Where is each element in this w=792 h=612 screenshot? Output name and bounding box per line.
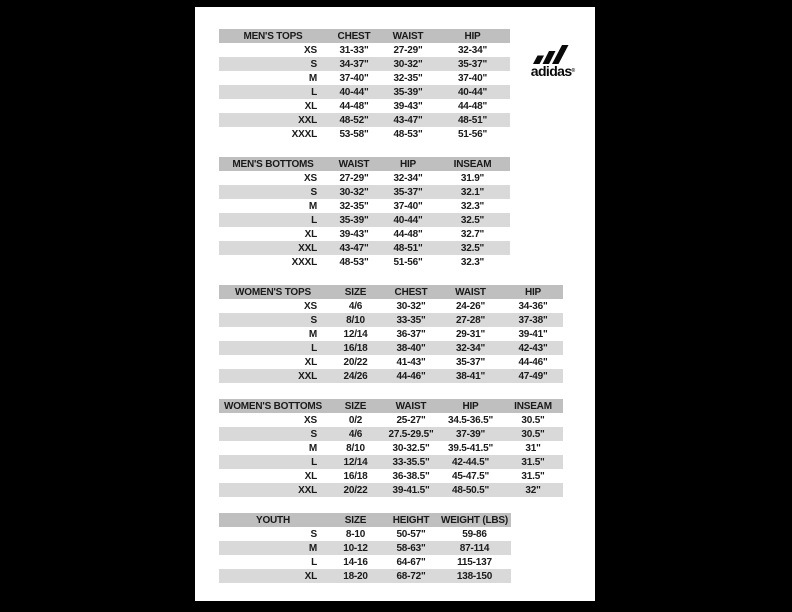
table-row	[219, 413, 563, 427]
measurement-cell: 29-31"	[455, 328, 486, 340]
column-header: WAIST	[381, 29, 435, 43]
column-header: HIP	[381, 157, 435, 171]
measurement-cell: 37-38"	[503, 313, 563, 327]
column-header: HIP	[438, 399, 503, 413]
column-header: SIZE	[327, 399, 384, 413]
table-row	[219, 527, 511, 541]
table-row	[219, 199, 510, 213]
size-table-womens-bottoms	[219, 399, 563, 497]
table-row	[219, 569, 511, 583]
measurement-cell: 31"	[525, 442, 541, 454]
adidas-stripes-icon	[533, 44, 573, 65]
column-header: CHEST	[384, 285, 438, 299]
measurement-cell: 39-43"	[393, 100, 423, 112]
row-size-label: XL	[304, 356, 317, 368]
measurement-cell: 41-43"	[396, 356, 426, 368]
measurement-cell: 53-58"	[339, 128, 369, 140]
table-row	[219, 255, 510, 269]
row-size-label: M	[308, 200, 317, 212]
measurement-cell: 8/10	[327, 313, 384, 327]
table-header-row	[219, 513, 511, 527]
column-header: INSEAM	[503, 399, 563, 413]
table-row	[219, 171, 510, 185]
adidas-wordmark-text: adidas	[530, 63, 572, 79]
measurement-cell: 40-44"	[381, 213, 435, 227]
row-size-label: XS	[304, 414, 317, 426]
row-size-label: XS	[304, 44, 317, 56]
measurement-cell: 44-46"	[384, 369, 438, 383]
measurement-cell: 32-34"	[457, 44, 488, 56]
column-header: MEN'S BOTTOMS	[219, 157, 327, 171]
measurement-cell: 30.5"	[503, 427, 563, 441]
row-size-label: L	[219, 213, 327, 227]
row-size-label: L	[311, 556, 317, 568]
measurement-cell: 48-50.5"	[438, 483, 503, 497]
measurement-cell: 24/26	[327, 369, 384, 383]
table-row	[219, 483, 563, 497]
measurement-cell: 33-35"	[384, 313, 438, 327]
measurement-cell: 48-51"	[381, 241, 435, 255]
column-header: WAIST	[438, 285, 503, 299]
table-row	[219, 299, 563, 313]
table-header-row	[219, 29, 510, 43]
row-size-label: XXL	[219, 241, 327, 255]
measurement-cell: 31.5"	[521, 470, 545, 482]
table-row	[219, 455, 563, 469]
column-header: CHEST	[327, 29, 381, 43]
row-size-label: M	[308, 442, 317, 454]
measurement-cell: 38-41"	[438, 369, 503, 383]
table-header-row	[219, 157, 510, 171]
measurement-cell: 64-67"	[396, 556, 426, 568]
table-row	[219, 469, 563, 483]
measurement-cell: 37-40"	[339, 72, 369, 84]
measurement-cell: 35-37"	[381, 185, 435, 199]
table-row	[219, 227, 510, 241]
measurement-cell: 31.9"	[460, 172, 485, 184]
table-row	[219, 341, 563, 355]
measurement-cell: 51-56"	[457, 128, 488, 140]
measurement-cell: 59-86	[462, 528, 487, 540]
measurement-cell: 8/10	[346, 442, 365, 454]
measurement-cell: 42-44.5"	[438, 455, 503, 469]
table-row	[219, 327, 563, 341]
measurement-cell: 138-150	[438, 569, 511, 583]
measurement-cell: 27-29"	[339, 172, 369, 184]
measurement-cell: 32.5"	[435, 241, 510, 255]
measurement-cell: 8-10	[345, 528, 366, 540]
measurement-cell: 43-47"	[381, 113, 435, 127]
measurement-cell: 45-47.5"	[451, 470, 490, 482]
measurement-cell: 35-37"	[455, 356, 486, 368]
measurement-cell: 39-41.5"	[384, 483, 438, 497]
table-row	[219, 71, 510, 85]
measurement-cell: 58-63"	[384, 541, 438, 555]
table-row	[219, 43, 510, 57]
table-row	[219, 85, 510, 99]
measurement-cell: 31-33"	[339, 44, 369, 56]
measurement-cell: 27-28"	[438, 313, 503, 327]
column-header: WAIST	[327, 157, 381, 171]
measurement-cell: 37-39"	[438, 427, 503, 441]
row-size-label: XL	[304, 228, 317, 240]
column-header: WAIST	[384, 399, 438, 413]
measurement-cell: 39.5-41.5"	[448, 442, 493, 454]
measurement-cell: 33-35.5"	[384, 455, 438, 469]
measurement-cell: 4/6	[327, 427, 384, 441]
table-row	[219, 185, 510, 199]
table-row	[219, 241, 510, 255]
table-row	[219, 213, 510, 227]
measurement-cell: 37-40"	[457, 72, 488, 84]
measurement-cell: 20/22	[343, 356, 368, 368]
size-chart-page	[195, 7, 595, 601]
measurement-cell: 39-43"	[339, 228, 369, 240]
measurement-cell: 44-48"	[393, 228, 423, 240]
size-table-mens-tops	[219, 29, 510, 141]
size-chart-stack	[219, 29, 563, 599]
column-header: WEIGHT (LBS)	[438, 513, 511, 527]
table-row	[219, 313, 563, 327]
measurement-cell: 30.5"	[521, 414, 545, 426]
row-size-label: M	[308, 72, 317, 84]
column-header: HIP	[435, 29, 510, 43]
measurement-cell: 24-26"	[455, 300, 486, 312]
measurement-cell: 48-53"	[339, 256, 369, 268]
measurement-cell: 43-47"	[327, 241, 381, 255]
table-header-row	[219, 285, 563, 299]
measurement-cell: 32"	[503, 483, 563, 497]
measurement-cell: 36-37"	[396, 328, 426, 340]
row-size-label: M	[308, 328, 317, 340]
measurement-cell: 34-37"	[327, 57, 381, 71]
measurement-cell: 48-51"	[435, 113, 510, 127]
column-header: HIP	[503, 285, 563, 299]
table-row	[219, 113, 510, 127]
measurement-cell: 18-20	[327, 569, 384, 583]
measurement-cell: 25-27"	[396, 414, 426, 426]
column-header: HEIGHT	[384, 513, 438, 527]
column-header: WOMEN'S BOTTOMS	[219, 399, 327, 413]
measurement-cell: 50-57"	[396, 528, 426, 540]
measurement-cell: 30-32.5"	[392, 442, 430, 454]
row-size-label: S	[219, 185, 327, 199]
measurement-cell: 34-36"	[518, 300, 548, 312]
table-row	[219, 555, 511, 569]
registered-mark: ®	[571, 68, 576, 74]
row-size-label: L	[219, 85, 327, 99]
table-row	[219, 57, 510, 71]
row-size-label: S	[219, 427, 327, 441]
measurement-cell: 87-114	[438, 541, 511, 555]
measurement-cell: 30-32"	[396, 300, 426, 312]
measurement-cell: 35-39"	[327, 213, 381, 227]
table-row	[219, 541, 511, 555]
row-size-label: XXL	[219, 483, 327, 497]
measurement-cell: 32-35"	[339, 200, 369, 212]
measurement-cell: 32.1"	[435, 185, 510, 199]
row-size-label: XXXL	[291, 256, 317, 268]
measurement-cell: 16/18	[327, 341, 384, 355]
measurement-cell: 40-44"	[435, 85, 510, 99]
table-header-row	[219, 399, 563, 413]
measurement-cell: 20/22	[327, 483, 384, 497]
measurement-cell: 10-12	[327, 541, 384, 555]
measurement-cell: 48-53"	[393, 128, 423, 140]
measurement-cell: 4/6	[348, 300, 363, 312]
measurement-cell: 40-44"	[327, 85, 381, 99]
adidas-wordmark	[525, 65, 581, 77]
row-size-label: XXXL	[291, 128, 317, 140]
row-size-label: L	[219, 341, 327, 355]
measurement-cell: 42-43"	[503, 341, 563, 355]
row-size-label: XL	[304, 470, 317, 482]
size-table-mens-bottoms	[219, 157, 510, 269]
measurement-cell: 68-72"	[384, 569, 438, 583]
row-size-label: XS	[304, 172, 317, 184]
table-row	[219, 99, 510, 113]
measurement-cell: 44-48"	[457, 100, 488, 112]
column-header: INSEAM	[435, 157, 510, 171]
row-size-label: XL	[304, 100, 317, 112]
measurement-cell: 115-137	[457, 556, 492, 568]
column-header: SIZE	[327, 513, 384, 527]
measurement-cell: 31.5"	[503, 455, 563, 469]
measurement-cell: 38-40"	[384, 341, 438, 355]
adidas-logo	[525, 44, 581, 77]
column-header: WOMEN'S TOPS	[219, 285, 327, 299]
row-size-label: S	[219, 57, 327, 71]
measurement-cell: 14-16	[343, 556, 368, 568]
row-size-label: XXL	[219, 369, 327, 383]
row-size-label: S	[310, 528, 317, 540]
column-header: YOUTH	[219, 513, 327, 527]
table-row	[219, 427, 563, 441]
measurement-cell: 27.5-29.5"	[384, 427, 438, 441]
measurement-cell: 12/14	[327, 455, 384, 469]
measurement-cell: 32.7"	[460, 228, 485, 240]
row-size-label: XXL	[219, 113, 327, 127]
measurement-cell: 30-32"	[381, 57, 435, 71]
measurement-cell: 12/14	[343, 328, 368, 340]
measurement-cell: 32-34"	[438, 341, 503, 355]
measurement-cell: 51-56"	[393, 256, 423, 268]
measurement-cell: 34.5-36.5"	[448, 414, 493, 426]
row-size-label: XL	[219, 569, 327, 583]
measurement-cell: 44-48"	[339, 100, 369, 112]
measurement-cell: 36-38.5"	[392, 470, 430, 482]
measurement-cell: 32.3"	[460, 256, 485, 268]
table-row	[219, 127, 510, 141]
measurement-cell: 39-41"	[518, 328, 548, 340]
measurement-cell: 16/18	[343, 470, 368, 482]
table-row	[219, 355, 563, 369]
table-row	[219, 441, 563, 455]
measurement-cell: 35-37"	[435, 57, 510, 71]
table-row	[219, 369, 563, 383]
row-size-label: XS	[304, 300, 317, 312]
measurement-cell: 32.5"	[435, 213, 510, 227]
size-table-womens-tops	[219, 285, 563, 383]
size-table-youth	[219, 513, 511, 583]
measurement-cell: 48-52"	[327, 113, 381, 127]
measurement-cell: 27-29"	[393, 44, 423, 56]
measurement-cell: 32.3"	[460, 200, 485, 212]
measurement-cell: 37-40"	[393, 200, 423, 212]
row-size-label: L	[219, 455, 327, 469]
row-size-label: M	[219, 541, 327, 555]
measurement-cell: 32-34"	[393, 172, 423, 184]
measurement-cell: 35-39"	[381, 85, 435, 99]
measurement-cell: 32-35"	[393, 72, 423, 84]
column-header: SIZE	[327, 285, 384, 299]
row-size-label: S	[219, 313, 327, 327]
measurement-cell: 0/2	[348, 414, 363, 426]
measurement-cell: 30-32"	[327, 185, 381, 199]
measurement-cell: 44-46"	[518, 356, 548, 368]
column-header: MEN'S TOPS	[219, 29, 327, 43]
measurement-cell: 47-49"	[503, 369, 563, 383]
